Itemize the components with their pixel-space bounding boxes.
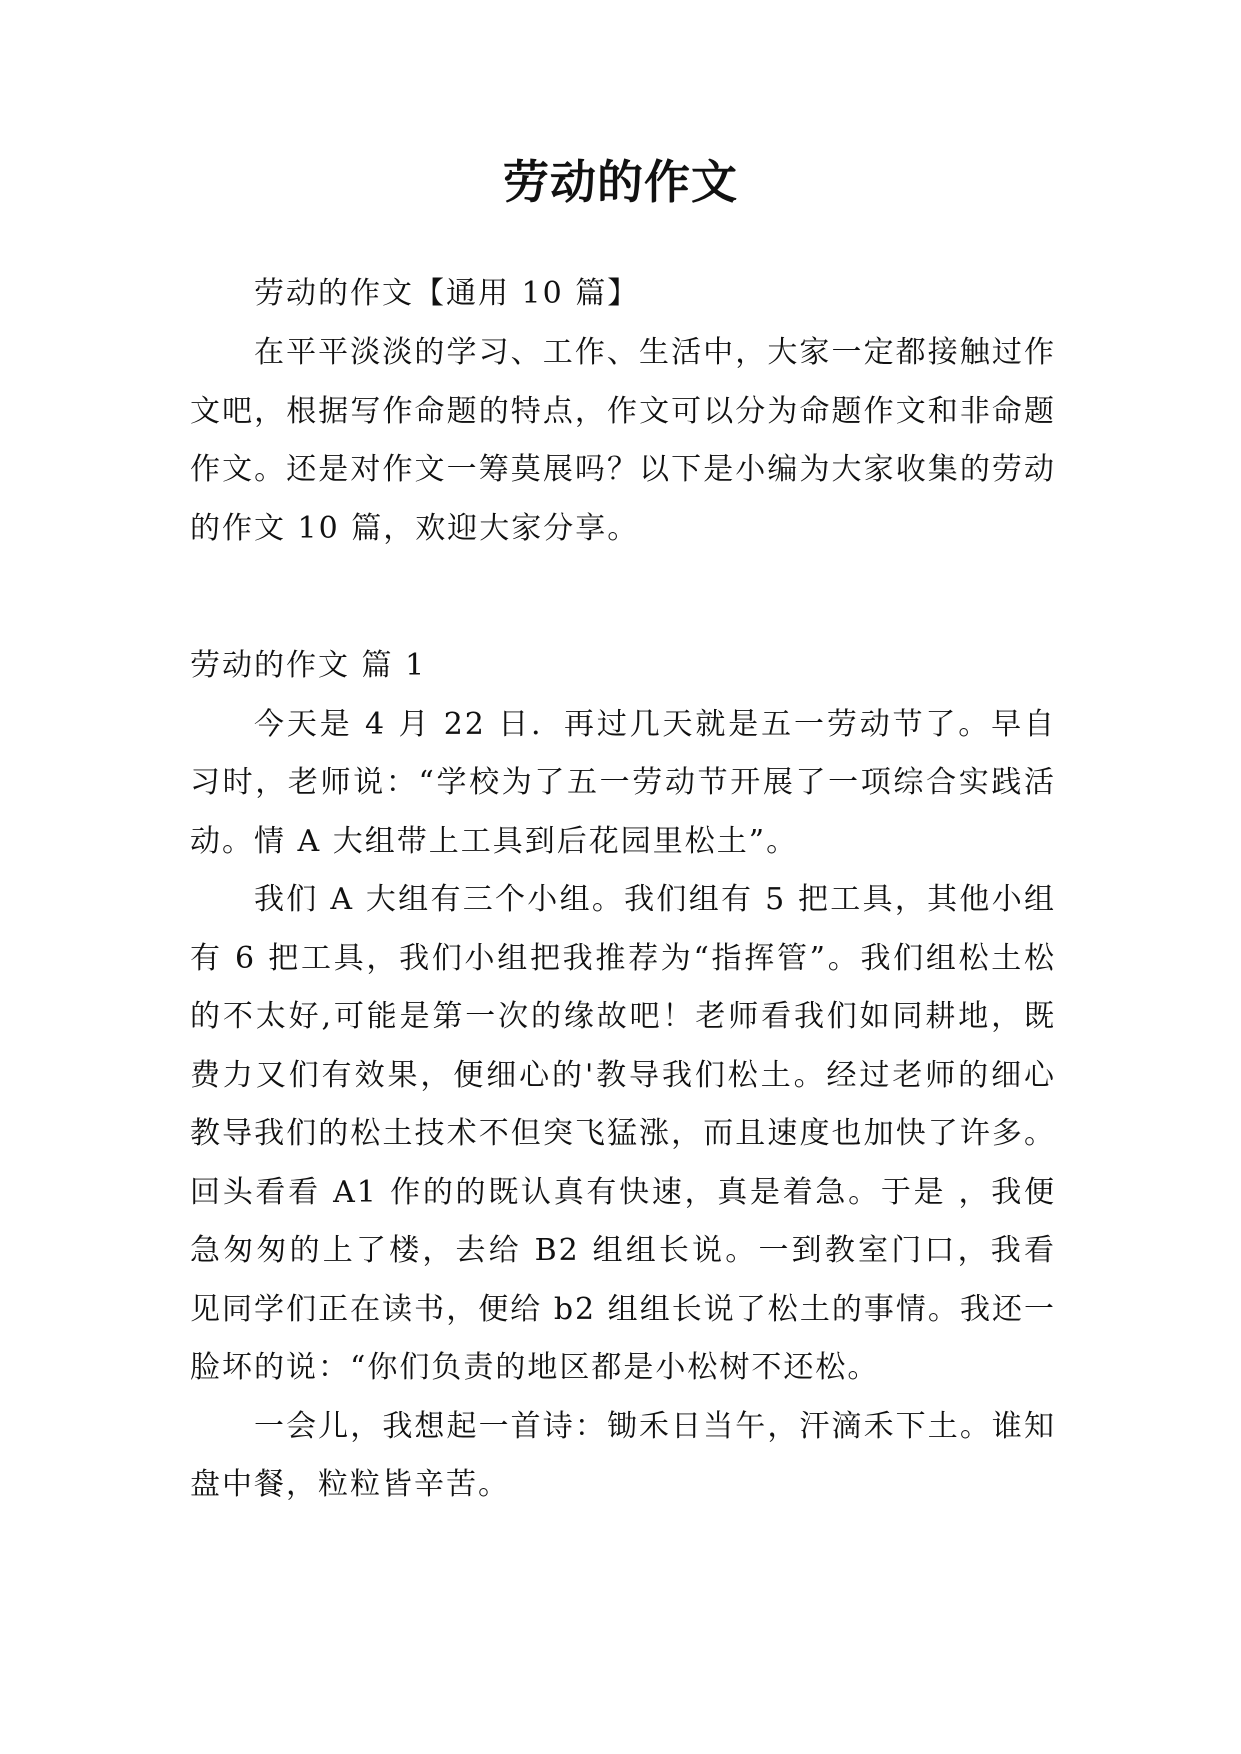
document-subtitle: 劳动的作文【通用 10 篇】 bbox=[254, 276, 640, 311]
subtitle-block bbox=[190, 265, 1056, 324]
document-title: 劳动的作文 bbox=[503, 155, 738, 209]
section-paragraph: 我们 A 大组有三个小组。我们组有 5 把工具，其他小组有 6 把工具，我们小组把我推荐为“指挥管”。我们组松土松的不太好,可能是第一次的缘故吧！老师看我们如同耕地，既费力又们有效果，便细心的'教导我们松土。经过老师的细心教导我们的松土技术不但突飞猛涨，而且速度也加快了许多。回头看看 A1 作的的既认真有快速，真是着急。于是 ，我便急匆匆的上了楼，去给 B2 组组长说。一到教室门口，我看见同学们正在读书，便给 b2 组组长说了松土的事情。我还一脸坏的说：“你们负责的地区都是小松树不还松。 bbox=[190, 882, 1056, 1385]
section-heading: 劳动的作文 篇 1 bbox=[190, 648, 427, 683]
intro-paragraph: 在平平淡淡的学习、工作、生活中，大家一定都接触过作文吧，根据写作命题的特点，作文可以分为命题作文和非命题作文。还是对作文一筹莫展吗？以下是小编为大家收集的劳动的作文 10 篇，欢迎大家分享。 bbox=[190, 335, 1056, 546]
essay-section-1 bbox=[190, 637, 1056, 1515]
intro-block bbox=[190, 324, 1056, 558]
section-paragraph: 一会儿，我想起一首诗：锄禾日当午，汗滴禾下土。谁知盘中餐，粒粒皆辛苦。 bbox=[190, 1408, 1056, 1502]
section-paragraph: 今天是 4 月 22 日．再过几天就是五一劳动节了。早自习时，老师说：“学校为了五一劳动节开展了一项综合实践活动。情 A 大组带上工具到后花园里松土”。 bbox=[190, 706, 1056, 859]
